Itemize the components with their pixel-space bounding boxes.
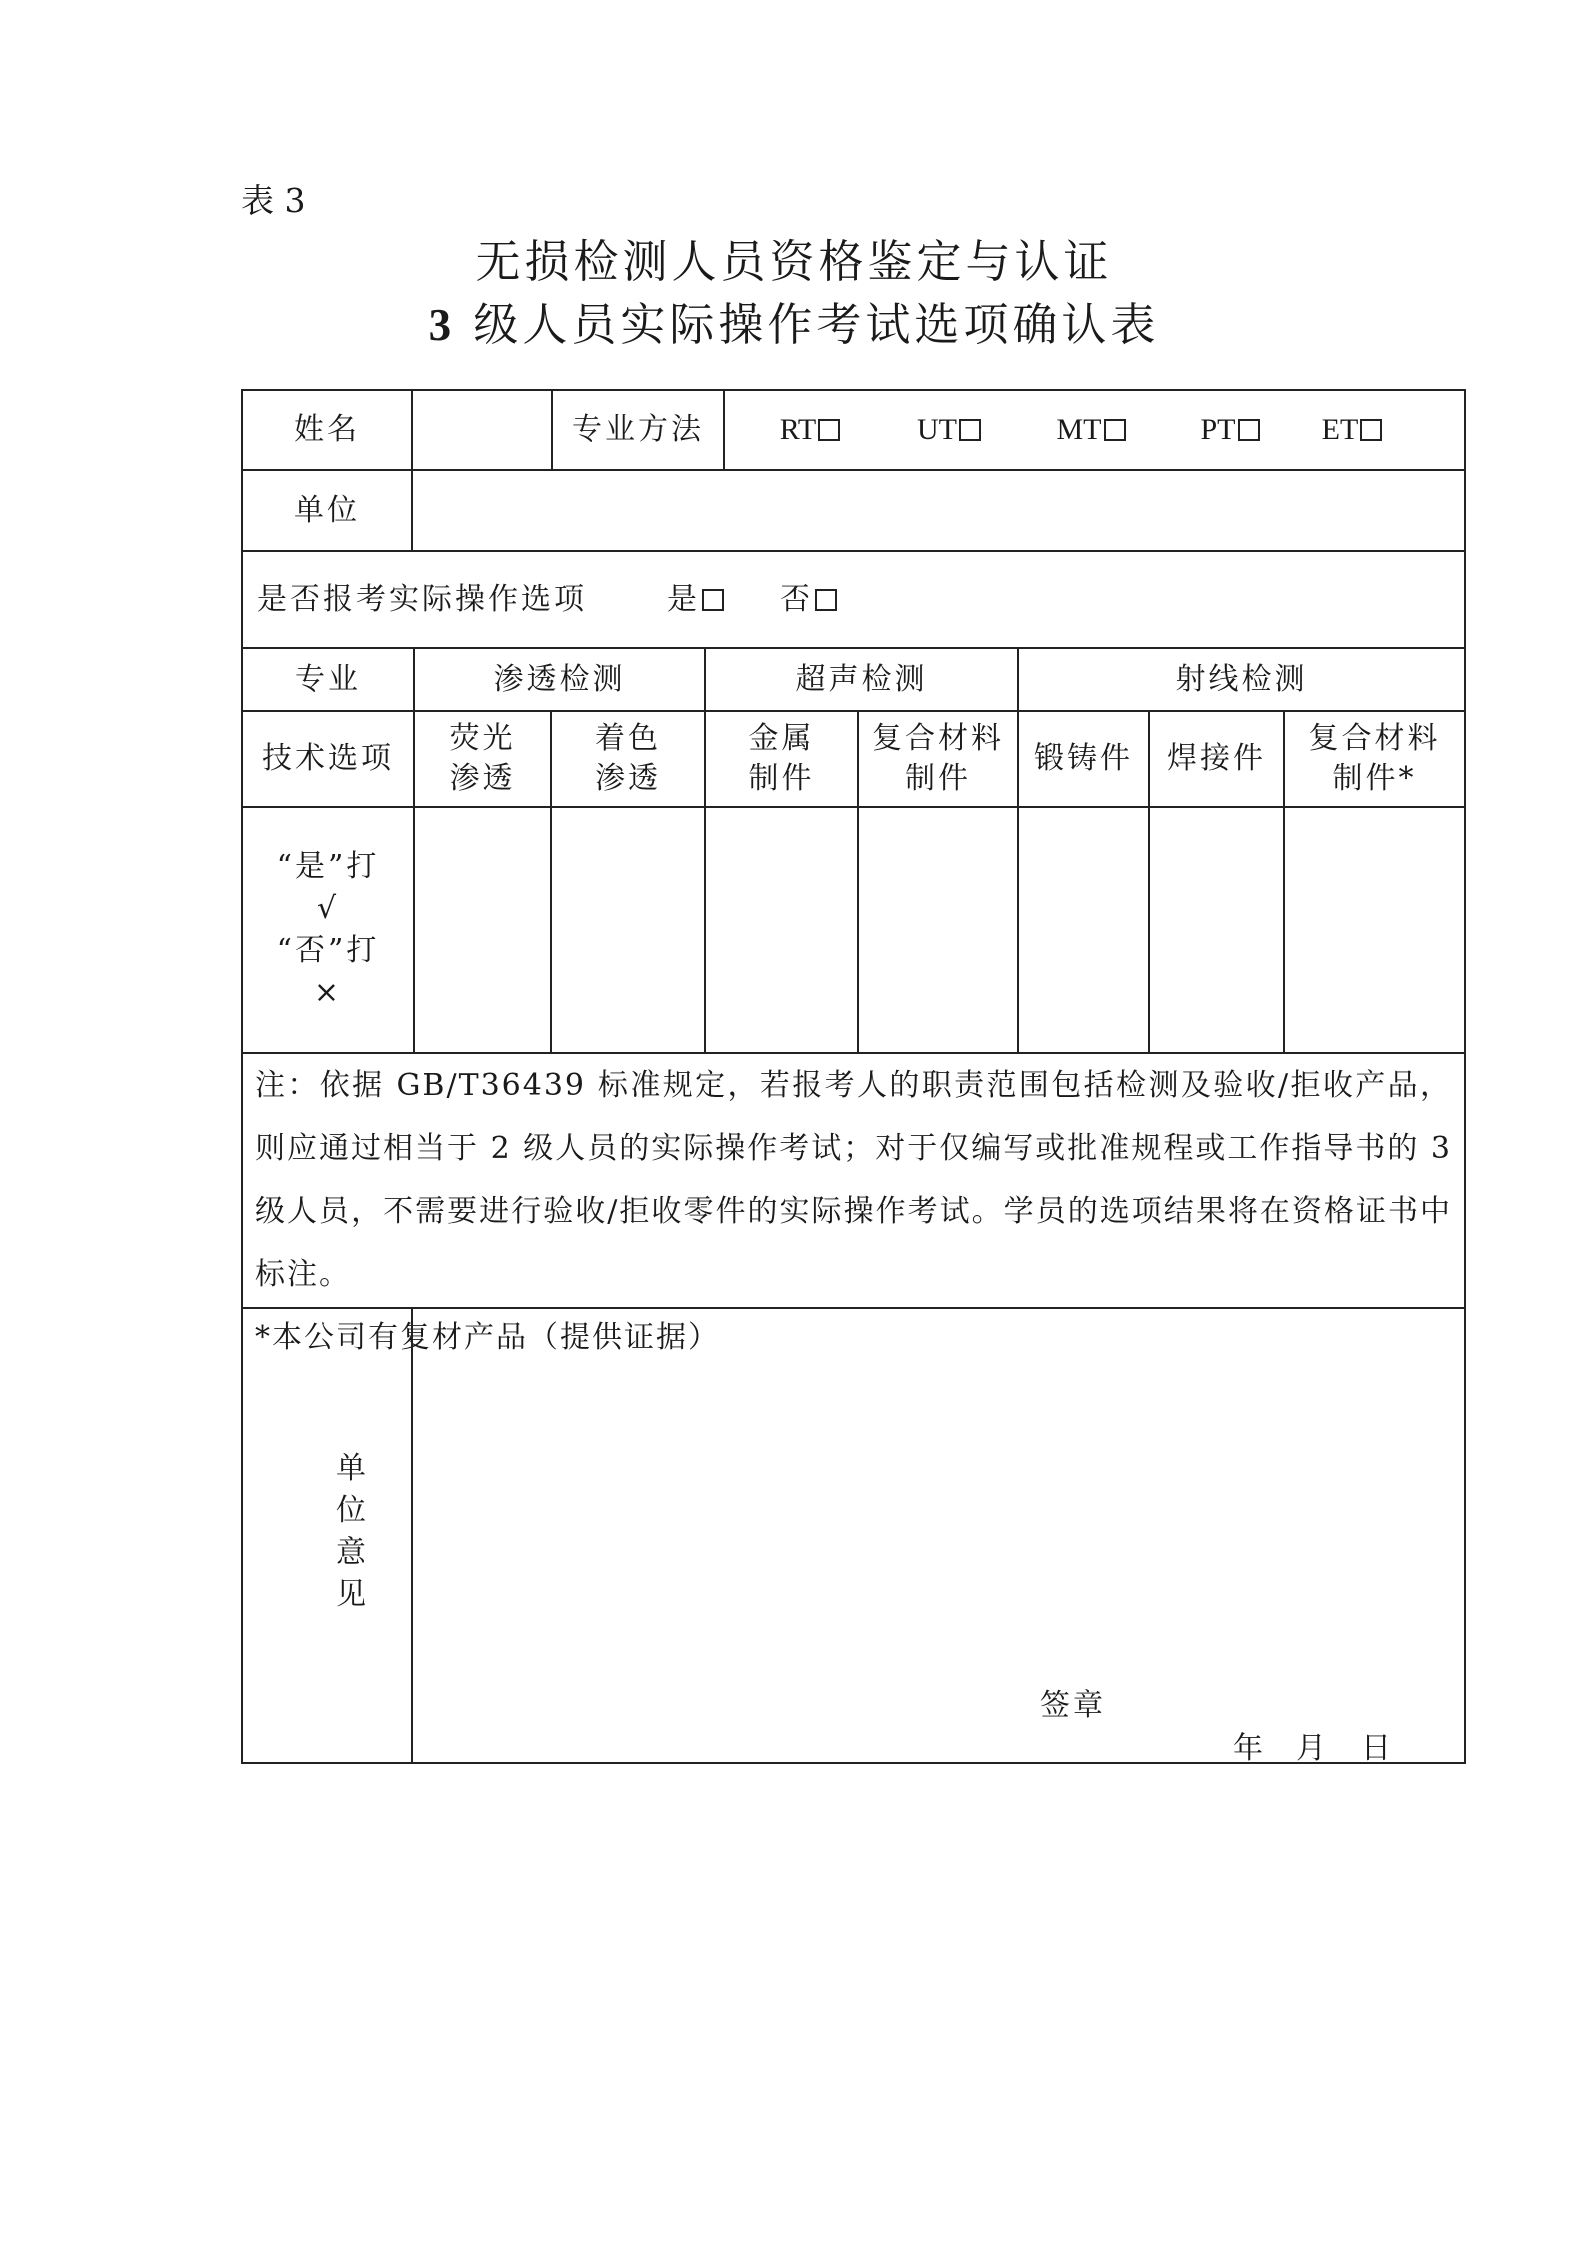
option-composite-parts-rt: 复合材料 制件* (1283, 710, 1466, 808)
checkbox-et[interactable] (1360, 419, 1382, 441)
date-month: 月 (1296, 1731, 1329, 1766)
specialty-rt: 射线检测 (1017, 647, 1466, 712)
specialty-label: 专业 (241, 647, 415, 712)
mark-cell-metal-parts[interactable] (704, 806, 859, 1054)
mark-instructions: “是”打 √ “否”打 × (241, 806, 415, 1054)
technique-label: 技术选项 (241, 710, 415, 808)
checkbox-yes[interactable] (702, 589, 724, 611)
method-pt[interactable]: PT (1163, 410, 1297, 450)
option-metal-parts: 金属 制件 (704, 710, 859, 808)
apply-practical-row (241, 550, 1466, 649)
mark-cell-composite-parts-rt[interactable] (1283, 806, 1466, 1054)
level-number: 3 (428, 300, 456, 350)
note-box (241, 1052, 1466, 1355)
form-title-line1: 无损检测人员资格鉴定与认证 (475, 235, 1113, 288)
opinion-label: 单 位 意 见 (336, 1451, 366, 1612)
mark-cell-forgings-castings[interactable] (1017, 806, 1150, 1054)
mark-cell-color-penetrant[interactable] (550, 806, 706, 1054)
method-ut[interactable]: UT (879, 410, 1019, 450)
date-year: 年 (1233, 1731, 1266, 1766)
seal-label: 签章 (1040, 1688, 1106, 1723)
method-rt[interactable]: RT (741, 410, 879, 450)
option-welds: 焊接件 (1148, 710, 1285, 808)
checkbox-rt[interactable] (818, 419, 840, 441)
specialty-pt: 渗透检测 (413, 647, 706, 712)
option-composite-parts-ut: 复合材料 制件 (857, 710, 1019, 808)
opinion-label-cell (241, 1307, 413, 1764)
checkbox-ut[interactable] (959, 419, 981, 441)
note-text: 注：依据 GB/T36439 标准规定，若报考人的职责范围包括检测及验收/拒收产品，则应通过相当于 2 级人员的实际操作考试；对于仅编写或批准规程或工作指导书的 3 级人员，不需要进行验收/拒收零件的实际操作考试。学员的选项结果将在资格证书中标注。 (255, 1068, 1452, 1292)
apply-yes[interactable]: 是 (667, 580, 724, 620)
apply-question: 是否报考实际操作选项 (257, 581, 587, 617)
apply-no[interactable]: 否 (780, 580, 837, 620)
unit-label: 单位 (241, 469, 413, 552)
option-forgings-castings: 锻铸件 (1017, 710, 1150, 808)
title-line2-text: 级人员实际操作考试选项确认表 (455, 298, 1160, 351)
checkbox-no[interactable] (815, 589, 837, 611)
mark-cell-fluorescent-penetrant[interactable] (413, 806, 552, 1054)
method-options (723, 389, 1466, 471)
method-label: 专业方法 (551, 389, 725, 471)
name-label: 姓名 (241, 389, 413, 471)
name-field[interactable] (411, 389, 553, 471)
specialty-ut: 超声检测 (704, 647, 1019, 712)
method-mt[interactable]: MT (1019, 410, 1163, 450)
note-footnote: *本公司有复材产品（提供证据） (255, 1320, 720, 1355)
checkbox-pt[interactable] (1238, 419, 1260, 441)
form-title-line2 (0, 288, 1588, 353)
option-fluorescent-penetrant: 荧光 渗透 (413, 710, 552, 808)
opinion-field[interactable] (411, 1307, 1466, 1764)
table-number: 表 3 (241, 181, 306, 220)
option-color-penetrant: 着色 渗透 (550, 710, 706, 808)
date-day: 日 (1361, 1731, 1394, 1766)
unit-field[interactable] (411, 469, 1466, 552)
checkbox-mt[interactable] (1104, 419, 1126, 441)
method-et[interactable]: ET (1297, 410, 1407, 450)
mark-cell-composite-parts-ut[interactable] (857, 806, 1019, 1054)
mark-cell-welds[interactable] (1148, 806, 1285, 1054)
